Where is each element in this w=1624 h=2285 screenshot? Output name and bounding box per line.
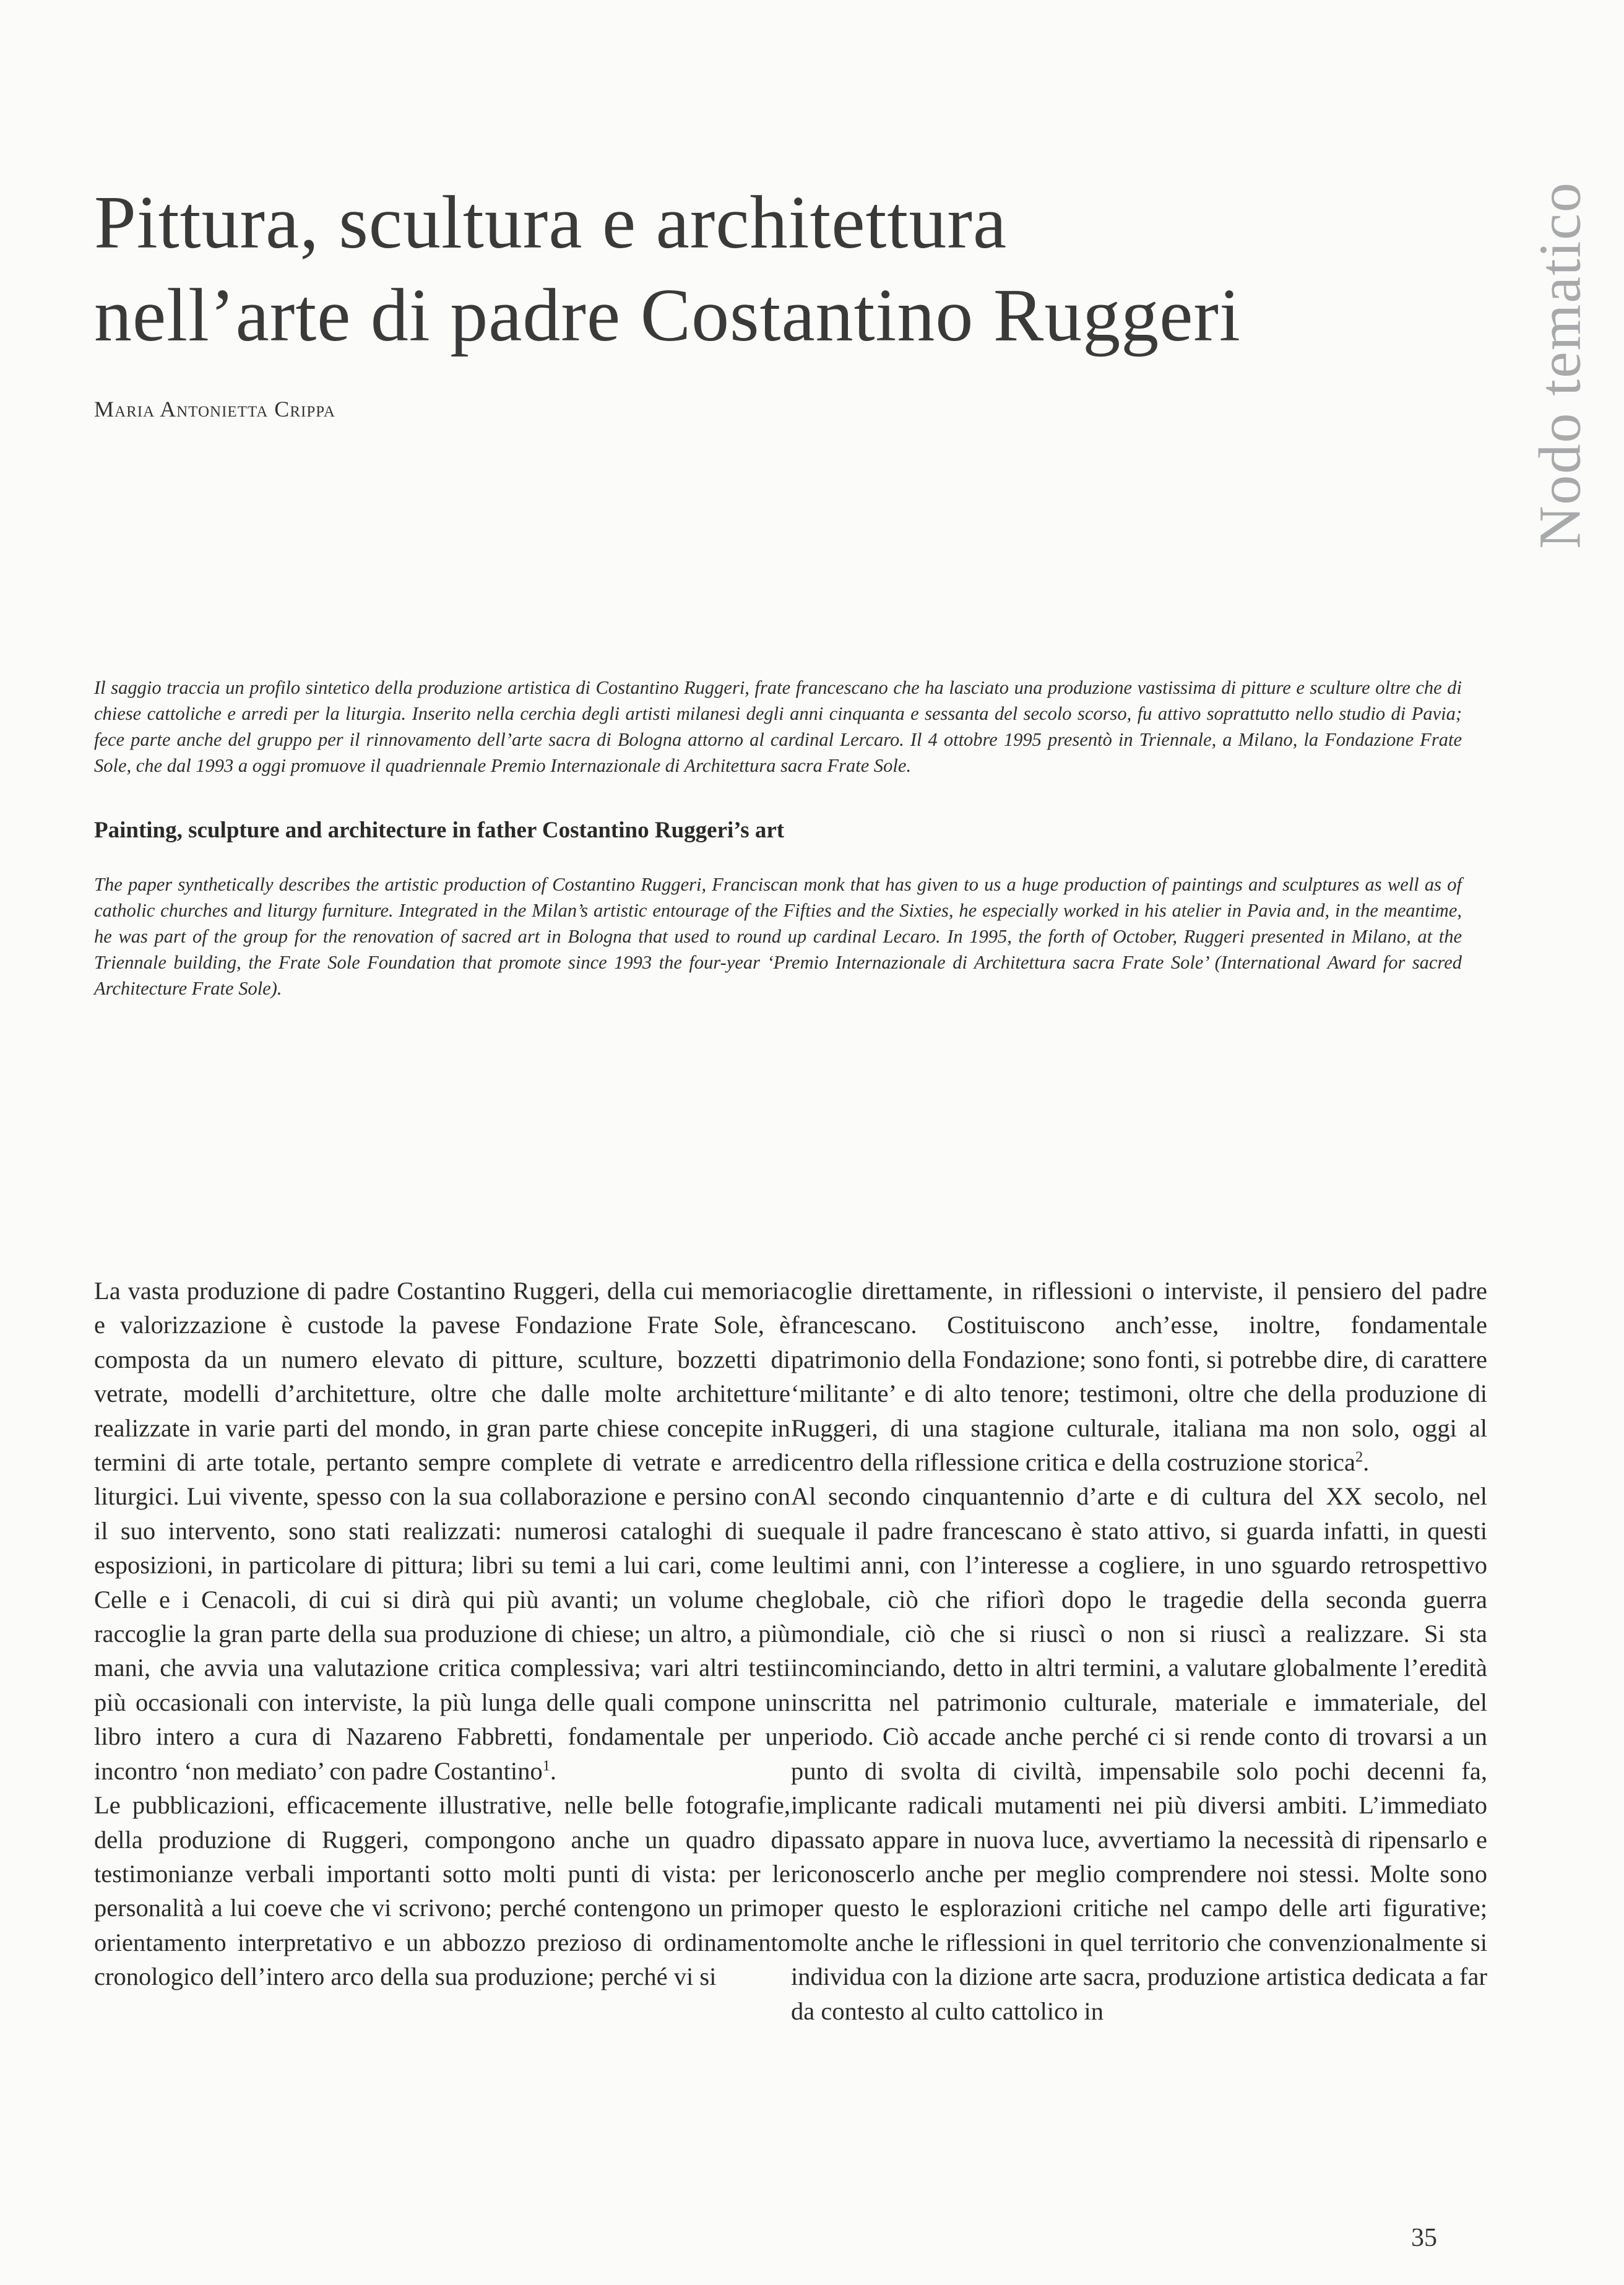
- page-number: 35: [1411, 2224, 1437, 2252]
- section-tag: Nodo tematico: [1526, 181, 1593, 549]
- english-title: Painting, sculpture and architecture in father Costantino Ruggeri’s art: [94, 818, 785, 843]
- article-title-line-2: nell’arte di padre Costantino Ruggeri: [94, 274, 1241, 357]
- body-paragraph: Le pubblicazioni, efficacemente illustrative, nelle belle fotografie, della produzione di Ruggeri, compongono anche un quadro di testimonianze verbali importanti sotto molti punti di vista: per le personalità a lui coeve che vi scrivono; perché contengono un primo orientamento interpretativo e un abbozzo prezioso di ordinamento cronologico dell’intero arco della sua produzione; perché vi si: [94, 1791, 790, 1991]
- body-paragraph: [94, 1274, 790, 1788]
- body-column-left: [94, 1274, 790, 1994]
- body-text-end: .: [550, 1756, 556, 1785]
- abstract-italian: Il saggio traccia un profilo sintetico della produzione artistica di Costantino Ruggeri, frate francescano che ha lasciato una produzione vastissima di pitture e sculture oltre che di chiese cattoliche e arredi per la liturgia. Inserito nella cerchia degli artisti milanesi degli anni cinquanta e sessanta del secolo scorso, fu attivo soprattutto nello studio di Pavia; fece parte anche del gruppo per il rinnovamento dell’arte sacra di Bologna attorno al cardinal Lercaro. Il 4 ottobre 1995 presentò in Triennale, a Milano, la Fondazione Frate Sole, che dal 1993 a oggi promuove il quadriennale Premio Internazionale di Architettura sacra Frate Sole.: [94, 677, 1462, 776]
- body-text: coglie direttamente, in riflessioni o interviste, il pensiero del padre francescano. Costituiscono anch’esse, inoltre, fondamentale patrimonio della Fondazione; sono fonti, si potrebbe dire, di carattere ‘militante’ e di alto tenore; testimoni, oltre che della produzione di Ruggeri, di una stagione culturale, italiana ma non solo, oggi al centro della riflessione critica e della costruzione storica: [791, 1277, 1487, 1477]
- article-title: [94, 176, 1425, 362]
- footnote-ref-1: 1: [542, 1757, 550, 1774]
- body-column-right: [791, 1274, 1487, 2028]
- author-name: Maria Antonietta Crippa: [94, 397, 335, 421]
- body-text-end: .: [1363, 1448, 1370, 1477]
- footnote-ref-2: 2: [1355, 1448, 1363, 1466]
- body-paragraph: [791, 1274, 1487, 1479]
- body-paragraph: Al secondo cinquantennio d’arte e di cultura del XX secolo, nel quale il padre francescano è stato attivo, si guarda infatti, in questi ultimi anni, con l’interesse a cogliere, in uno sguardo retrospettivo globale, ciò che rifiorì dopo le tragedie della seconda guerra mondiale, ciò che si riuscì o non si riuscì a realizzare. Si sta incominciando, detto in altri termini, a valutare globalmente l’eredità inscritta nel patrimonio culturale, materiale e immateriale, del periodo. Ciò accade anche perché ci si rende conto di trovarsi a un punto di svolta di civiltà, impensabile solo pochi decenni fa, implicante radicali mutamenti nei più diversi ambiti. L’immediato passato appare in nuova luce, avvertiamo la necessità di ripensarlo e riconoscerlo anche per meglio comprendere noi stessi. Molte sono per questo le esplorazioni critiche nel campo delle arti figurative; molte anche le riflessioni in quel territorio che convenzionalmente si individua con la dizione arte sacra, produzione artistica dedicata a far da contesto al culto cattolico in: [791, 1482, 1487, 2025]
- body-text: La vasta produzione di padre Costantino Ruggeri, della cui memoria e valorizzazione è custode la pavese Fondazione Frate Sole, è composta da un numero elevato di pitture, sculture, bozzetti di vetrate, modelli d’architetture, oltre che dalle molte architetture realizzate in varie parti del mondo, in gran parte chiese concepite in termini di arte totale, pertanto sempre complete di vetrate e arredi liturgici. Lui vivente, spesso con la sua collaborazione e persino con il suo intervento, sono stati realizzati: numerosi cataloghi di sue esposizioni, in particolare di pittura; libri su temi a lui cari, come le Celle e i Cenacoli, di cui si dirà qui più avanti; un volume che raccoglie la gran parte della sua produzione di chiese; un altro, a più mani, che avvia una valutazione critica complessiva; vari altri testi più occasionali con interviste, la più lunga delle quali compone un libro intero a cura di Nazareno Fabbretti, fondamentale per un incontro ‘non mediato’ con padre Costantino: [94, 1277, 790, 1785]
- abstract-english: The paper synthetically describes the artistic production of Costantino Ruggeri, Franciscan monk that has given to us a huge production of paintings and sculptures as well as of catholic churches and liturgy furniture. Integrated in the Milan’s artistic entourage of the Fifties and the Sixties, he especially worked in his atelier in Pavia and, in the meantime, he was part of the group for the renovation of sacred art in Bologna that used to round up cardinal Lecaro. In 1995, the forth of October, Ruggeri presented in Milano, at the Triennale building, the Frate Sole Foundation that promote since 1993 the four-year ‘Premio Internazionale di Architettura sacra Frate Sole’ (International Award for sacred Architecture Frate Sole).: [94, 874, 1462, 999]
- article-title-line-1: Pittura, scultura e architettura: [94, 181, 1008, 264]
